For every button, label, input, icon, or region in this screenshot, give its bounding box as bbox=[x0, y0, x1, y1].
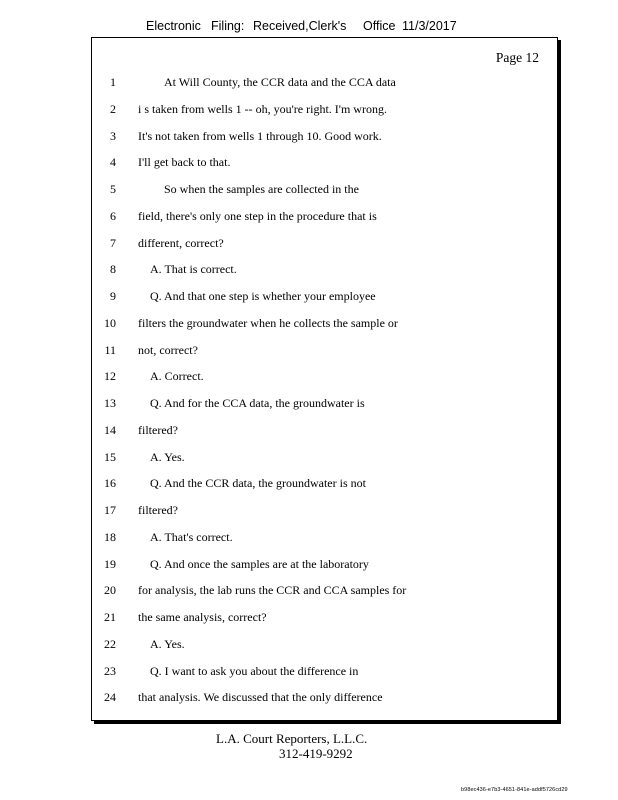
line-number: 10 bbox=[104, 315, 116, 330]
transcript-line bbox=[92, 230, 557, 257]
line-number: 9 bbox=[110, 289, 116, 303]
footer-phone: 312-419-9292 bbox=[279, 746, 353, 761]
line-text: So when the samples are collected in the bbox=[164, 182, 359, 196]
line-number: 21 bbox=[104, 610, 116, 624]
transcript-line bbox=[92, 658, 557, 685]
transcript-line bbox=[92, 363, 557, 390]
header-word-filing: Filing: bbox=[211, 19, 245, 33]
line-text: the same analysis, correct? bbox=[138, 610, 267, 624]
transcript-line bbox=[92, 470, 557, 497]
transcript-line bbox=[92, 337, 557, 364]
line-text: Q. And once the samples are at the laboratory bbox=[150, 556, 369, 571]
transcript-line bbox=[92, 604, 557, 631]
line-number: 7 bbox=[110, 235, 116, 250]
line-text: Q. And the CCR data, the groundwater is not bbox=[150, 476, 366, 491]
line-number: 20 bbox=[104, 583, 116, 598]
transcript-line bbox=[92, 444, 557, 471]
line-text: A. Correct. bbox=[150, 369, 204, 384]
transcript-line bbox=[92, 497, 557, 524]
line-text: not, correct? bbox=[138, 342, 198, 357]
line-text: Q. And that one step is whether your employee bbox=[150, 289, 376, 303]
transcript-line bbox=[92, 417, 557, 444]
line-number: 16 bbox=[104, 476, 116, 491]
line-text: A. That is correct. bbox=[150, 262, 237, 277]
transcript-line bbox=[92, 256, 557, 283]
transcript-line bbox=[92, 176, 557, 203]
line-number: 3 bbox=[110, 128, 116, 143]
transcript-line bbox=[92, 69, 557, 96]
line-number: 6 bbox=[110, 208, 116, 223]
line-number: 18 bbox=[104, 529, 116, 544]
line-number: 23 bbox=[104, 663, 116, 678]
header-date: 11/3/2017 bbox=[402, 19, 457, 33]
transcript-line bbox=[92, 524, 557, 551]
line-text: that analysis. We discussed that the only difference bbox=[138, 690, 383, 705]
line-number: 14 bbox=[104, 422, 116, 437]
document-id: b98ec436-e7b3-4651-841e-addf5726cd29 bbox=[461, 787, 568, 793]
line-text: It's not taken from wells 1 through 10. Good work. bbox=[138, 128, 382, 143]
line-number: 13 bbox=[104, 396, 116, 410]
transcript-line bbox=[92, 310, 557, 337]
transcript-line bbox=[92, 203, 557, 230]
filing-header bbox=[0, 19, 618, 37]
transcript-page bbox=[91, 37, 558, 721]
line-number: 4 bbox=[110, 155, 116, 170]
header-word-office: Office bbox=[363, 19, 396, 33]
line-number: 12 bbox=[104, 369, 116, 384]
transcript-line bbox=[92, 283, 557, 310]
transcript-line bbox=[92, 149, 557, 176]
line-text: At Will County, the CCR data and the CCA data bbox=[164, 75, 396, 89]
line-text: field, there's only one step in the procedure that is bbox=[138, 208, 377, 223]
line-number: 15 bbox=[104, 449, 116, 464]
line-text: A. That's correct. bbox=[150, 529, 233, 544]
transcript-line bbox=[92, 684, 557, 711]
transcript-line bbox=[92, 390, 557, 417]
line-text: I'll get back to that. bbox=[138, 155, 231, 170]
transcript-line bbox=[92, 96, 557, 123]
line-number: 2 bbox=[110, 101, 116, 116]
header-word-electronic: Electronic bbox=[146, 19, 201, 33]
transcript-line bbox=[92, 123, 557, 150]
line-number: 5 bbox=[110, 182, 116, 196]
line-number: 17 bbox=[104, 503, 116, 517]
footer-company: L.A. Court Reporters, L.L.C. bbox=[216, 731, 368, 746]
line-number: 8 bbox=[110, 262, 116, 277]
transcript-line bbox=[92, 631, 557, 658]
line-number: 11 bbox=[104, 342, 116, 357]
line-text: A. Yes. bbox=[150, 449, 185, 464]
page-number: Page 12 bbox=[495, 50, 539, 65]
line-number: 22 bbox=[104, 636, 116, 651]
line-text: i s taken from wells 1 -- oh, you're right. I'm wrong. bbox=[138, 101, 387, 116]
line-text: Q. And for the CCA data, the groundwater is bbox=[150, 396, 365, 410]
line-text: different, correct? bbox=[138, 235, 224, 250]
line-text: filtered? bbox=[138, 422, 178, 437]
transcript-line bbox=[92, 577, 557, 604]
line-number: 24 bbox=[104, 690, 116, 705]
header-word-received: Received,Clerk's bbox=[253, 19, 347, 33]
line-text: filtered? bbox=[138, 503, 178, 517]
line-text: for analysis, the lab runs the CCR and CCA samples for bbox=[138, 583, 407, 598]
line-text: Q. I want to ask you about the difference in bbox=[150, 663, 359, 678]
transcript-line bbox=[92, 551, 557, 578]
transcript-lines bbox=[92, 69, 557, 711]
line-number: 19 bbox=[104, 556, 116, 571]
line-text: filters the groundwater when he collects the sample or bbox=[138, 315, 398, 330]
line-text: A. Yes. bbox=[150, 636, 185, 651]
line-number: 1 bbox=[110, 75, 116, 89]
